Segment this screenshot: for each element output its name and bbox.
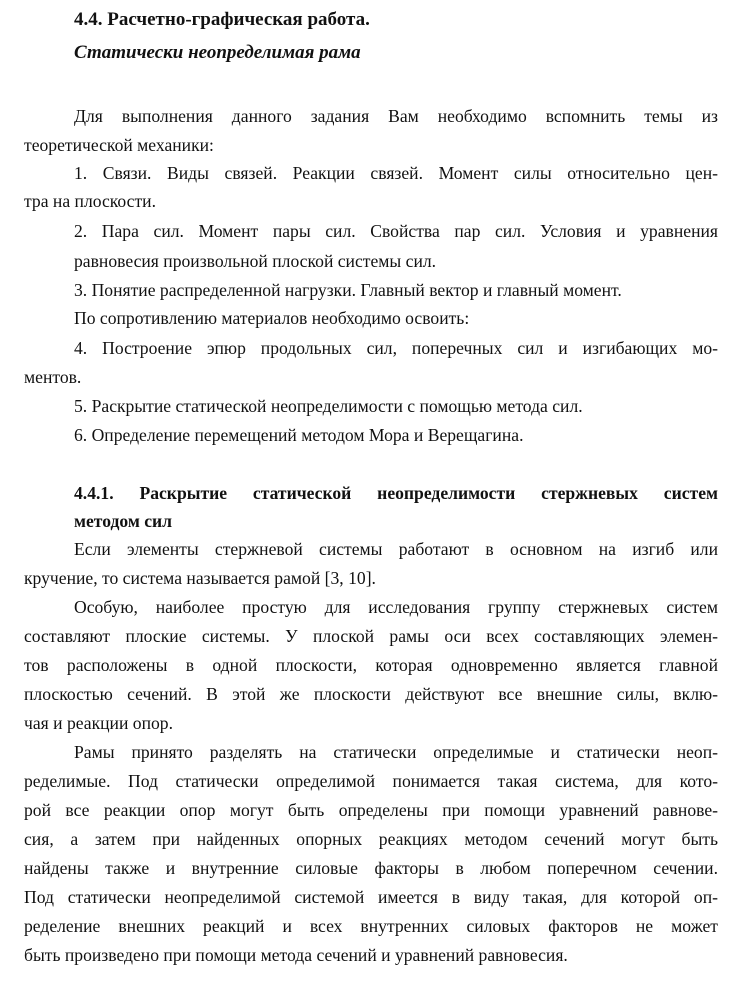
body-line: найдены также и внутренние силовые факторы в любом поперечном сечении. (24, 858, 718, 878)
body-line: чая и реакции опор. (24, 713, 173, 733)
intro-line: 1. Связи. Виды связей. Реакции связей. Момент силы относительно цен- (74, 163, 718, 183)
body-line: плоскостью сечений. В этой же плоскости действуют все внешние силы, вклю- (24, 684, 718, 704)
section-subtitle: Статически неопределимая рама (74, 42, 361, 63)
intro-line: 3. Понятие распределенной нагрузки. Главный вектор и главный момент. (74, 280, 622, 300)
body-line: составляют плоские системы. У плоской рамы оси всех составляющих элемен- (24, 626, 718, 646)
section-heading: 4.4. Расчетно-графическая работа. (74, 9, 370, 30)
intro-line: ментов. (24, 367, 82, 387)
intro-line: Для выполнения данного задания Вам необходимо вспомнить темы из (74, 106, 718, 126)
body-line: сия, а затем при найденных опорных реакциях методом сечений могут быть (24, 829, 718, 849)
body-line: ределимые. Под статически определимой понимается такая система, для кото- (24, 771, 718, 791)
intro-line: 5. Раскрытие статической неопределимости с помощью метода сил. (74, 396, 583, 416)
body-line: тов расположены в одной плоскости, которая одновременно является главной (24, 655, 718, 675)
subsection-heading: 4.4.1. Раскрытие статической неопределимости стержневых систем (74, 483, 718, 503)
intro-line: По сопротивлению материалов необходимо освоить: (74, 308, 470, 328)
body-line: быть произведено при помощи метода сечений и уравнений равновесия. (24, 945, 568, 965)
body-line: рой все реакции опор могут быть определены при помощи уравнений равнове- (24, 800, 718, 820)
intro-line: тра на плоскости. (24, 191, 156, 211)
body-line: Под статически неопределимой системой имеется в виду такая, для которой оп- (24, 887, 718, 907)
subsection-heading: методом сил (74, 511, 173, 531)
body-line: ределение внешних реакций и всех внутренних силовых факторов не может (24, 916, 718, 936)
body-line: Если элементы стержневой системы работают в основном на изгиб или (74, 539, 718, 559)
intro-line: теоретической механики: (24, 135, 214, 155)
intro-line: равновесия произвольной плоской системы сил. (74, 251, 437, 271)
intro-line: 2. Пара сил. Момент пары сил. Свойства пар сил. Условия и уравнения (74, 221, 718, 241)
body-line: Особую, наиболее простую для исследования группу стержневых систем (74, 597, 718, 617)
intro-line: 4. Построение эпюр продольных сил, поперечных сил и изгибающих мо- (74, 338, 718, 358)
intro-line: 6. Определение перемещений методом Мора и Верещагина. (74, 425, 524, 445)
body-line: Рамы принято разделять на статически определимые и статически неоп- (74, 742, 718, 762)
body-line: кручение, то система называется рамой [3, 10]. (24, 568, 376, 588)
